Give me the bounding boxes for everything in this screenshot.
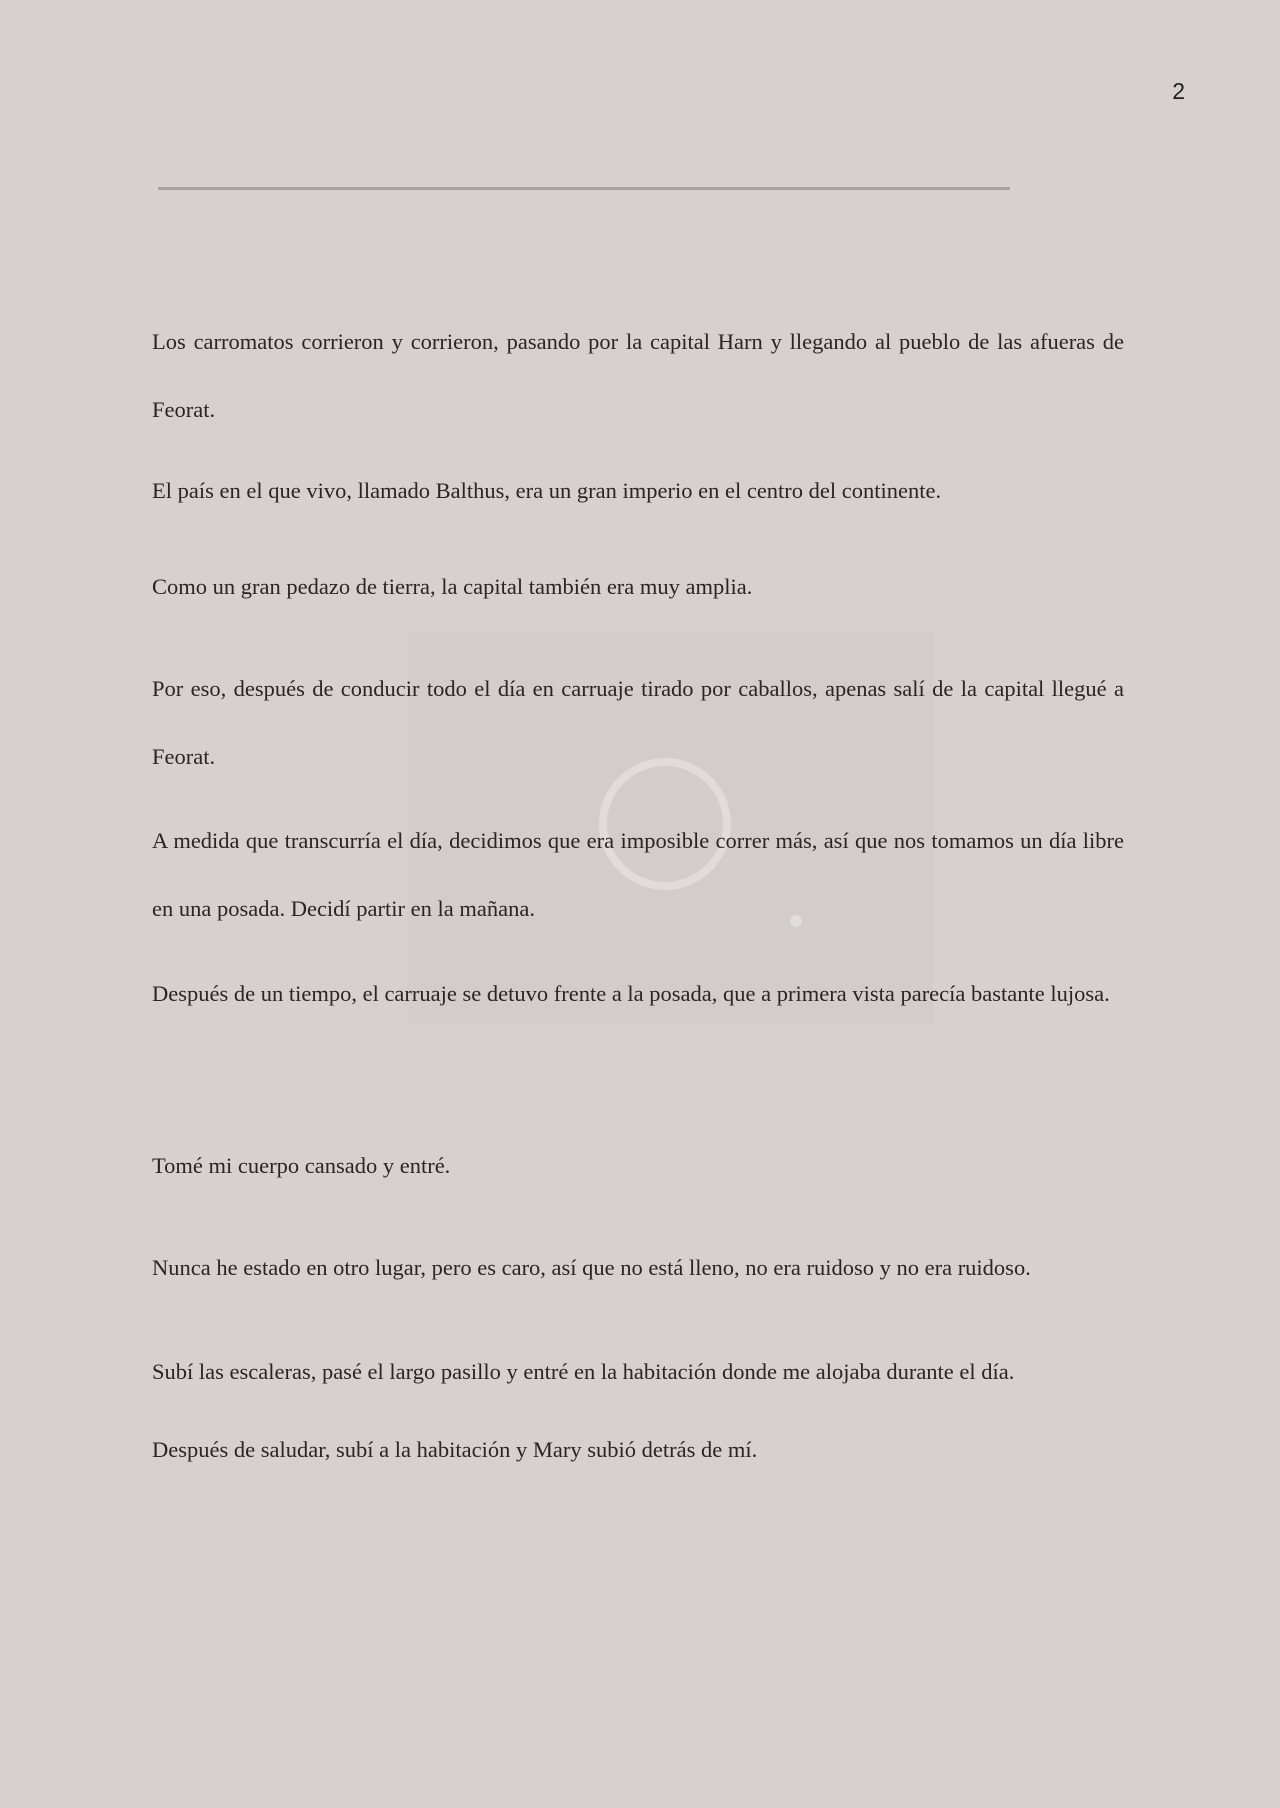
paragraph-8: Nunca he estado en otro lugar, pero es caro, así que no está lleno, no era ruidoso y no era ruidoso. <box>152 1255 1031 1280</box>
paragraph-6: Después de un tiempo, el carruaje se detuvo frente a la posada, que a primera vista parecía bastante lujosa. <box>152 981 1110 1006</box>
paragraph-3: Como un gran pedazo de tierra, la capital también era muy amplia. <box>152 574 753 599</box>
header-divider <box>158 187 1010 190</box>
paragraph-9: Subí las escaleras, pasé el largo pasillo y entré en la habitación donde me alojaba durante el día. <box>152 1359 1015 1384</box>
paragraph-7: Tomé mi cuerpo cansado y entré. <box>152 1153 451 1178</box>
paragraph-10: Después de saludar, subí a la habitación y Mary subió detrás de mí. <box>152 1437 758 1462</box>
paragraph-1: Los carromatos corrieron y corrieron, pasando por la capital Harn y llegando al pueblo de las afueras de Feorat. <box>152 329 1124 422</box>
paragraph-5: A medida que transcurría el día, decidimos que era imposible correr más, así que nos tomamos un día libre en una posada. Decidí partir en la mañana. <box>152 828 1124 921</box>
paragraph-4: Por eso, después de conducir todo el día en carruaje tirado por caballos, apenas salí de la capital llegué a Feorat. <box>152 676 1124 769</box>
page-number: 2 <box>1172 78 1185 104</box>
paragraph-2: El país en el que vivo, llamado Balthus, era un gran imperio en el centro del continente. <box>152 478 942 503</box>
